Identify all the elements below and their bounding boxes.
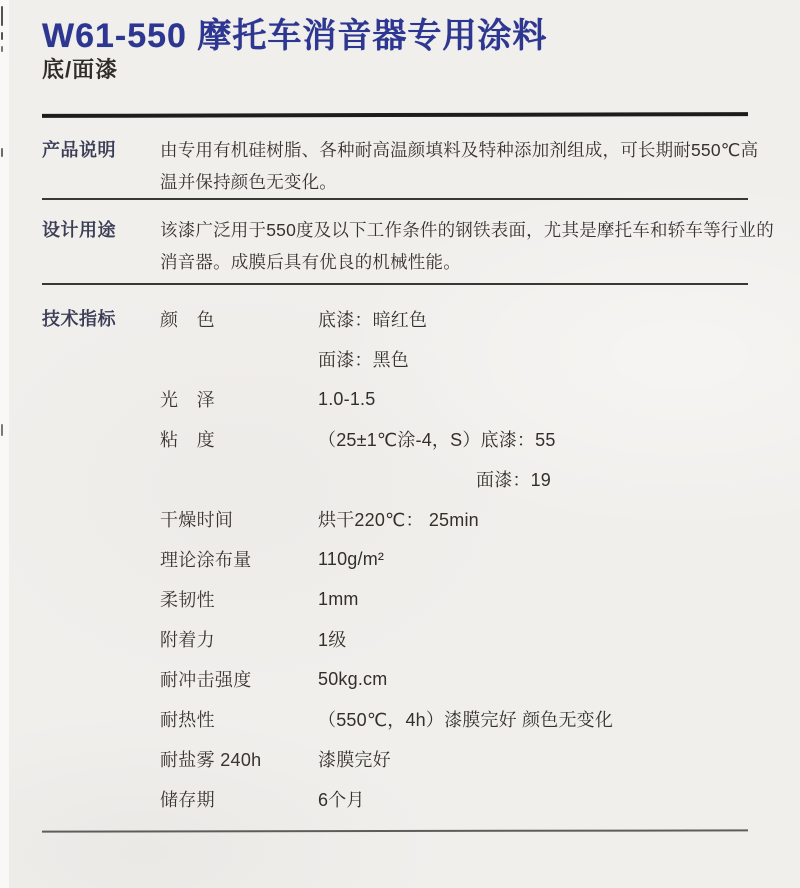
spec-row-viscosity-primer bbox=[160, 419, 748, 459]
spec-name: 耐盐雾 240h bbox=[160, 750, 262, 770]
paragraph-line: 温并保持颜色无变化。 bbox=[160, 172, 337, 192]
spec-row-salt-spray bbox=[160, 739, 748, 779]
spec-row-theoretical-coverage bbox=[160, 539, 748, 579]
spec-row-adhesion bbox=[160, 619, 748, 659]
spec-name: 光 泽 bbox=[160, 390, 215, 410]
spec-name: 理论涂布量 bbox=[160, 550, 252, 570]
divider-bottom bbox=[42, 829, 748, 832]
spec-value: 底漆：暗红色 bbox=[318, 310, 428, 330]
paragraph-line: 该漆广泛用于550度及以下工作条件的钢铁表面，尤其是摩托车和轿车等行业的 bbox=[160, 220, 774, 240]
spec-row-shelf-life bbox=[160, 779, 748, 819]
section-label-product-description: 产品说明 bbox=[42, 140, 116, 160]
paragraph-line: 消音器。成膜后具有优良的机械性能。 bbox=[160, 252, 461, 272]
section-label-design-use: 设计用途 bbox=[42, 220, 116, 240]
page-subtitle: 底/面漆 bbox=[42, 57, 119, 82]
tech-specs-table bbox=[160, 299, 748, 819]
spec-name: 干燥时间 bbox=[160, 510, 234, 530]
spec-value: 面漆：黑色 bbox=[318, 350, 409, 370]
spec-value: （25±1℃涂-4，S）底漆：55 bbox=[318, 430, 556, 450]
section-label-tech-specs: 技术指标 bbox=[42, 309, 116, 329]
spec-name: 附着力 bbox=[160, 630, 215, 650]
spec-value: 面漆：19 bbox=[476, 470, 552, 490]
spec-name: 颜 色 bbox=[160, 310, 215, 330]
spec-value: 1mm bbox=[318, 588, 359, 609]
spec-name: 耐冲击强度 bbox=[160, 670, 252, 690]
spec-row-color-topcoat bbox=[160, 339, 748, 379]
section-design-use bbox=[42, 200, 774, 278]
spec-value: 1.0-1.5 bbox=[318, 388, 376, 409]
spec-name: 柔韧性 bbox=[160, 590, 215, 610]
spec-name: 粘 度 bbox=[160, 430, 215, 450]
section-product-description bbox=[42, 117, 759, 198]
product-description-text bbox=[160, 134, 758, 198]
spec-value: （550℃，4h）漆膜完好 颜色无变化 bbox=[318, 710, 614, 730]
section-tech-specs bbox=[42, 285, 748, 819]
spec-value: 1级 bbox=[318, 630, 347, 650]
spec-row-gloss bbox=[160, 379, 748, 419]
spec-row-drying-time bbox=[160, 499, 748, 539]
spec-name: 储存期 bbox=[160, 790, 215, 810]
spec-value: 6个月 bbox=[318, 790, 365, 810]
paragraph-line: 由专用有机硅树脂、各种耐高温颜填料及特种添加剂组成，可长期耐550℃高 bbox=[160, 140, 759, 160]
page-title: W61-550 摩托车消音器专用涂料 bbox=[42, 17, 548, 55]
spec-value: 50kg.cm bbox=[318, 668, 388, 689]
spec-row-heat-resistance bbox=[160, 699, 748, 739]
design-use-text bbox=[160, 214, 774, 278]
spec-value: 110g/m² bbox=[318, 548, 385, 569]
spec-row-viscosity-topcoat bbox=[160, 459, 748, 499]
spec-row-flexibility bbox=[160, 579, 748, 619]
spec-row-impact-resistance bbox=[160, 659, 748, 699]
spec-row-color-primer bbox=[160, 299, 748, 339]
spec-value: 漆膜完好 bbox=[318, 750, 391, 770]
spec-value: 烘干220℃： 25min bbox=[318, 510, 479, 530]
spec-name: 耐热性 bbox=[160, 710, 215, 730]
